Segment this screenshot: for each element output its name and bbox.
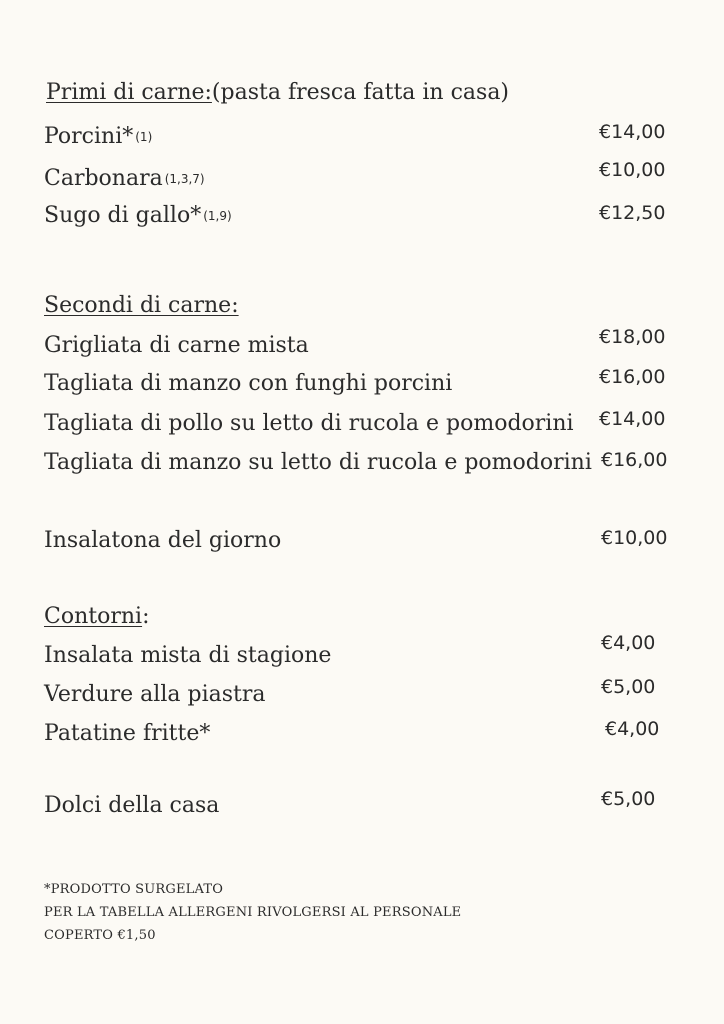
menu-item-price: €16,00 [599,366,666,388]
menu-item-price: €5,00 [601,788,656,810]
secondi-heading [44,295,239,317]
menu-item-name: Tagliata di manzo con funghi porcini [44,371,453,396]
menu-item-price: €10,00 [599,159,666,181]
menu-item-name: Insalatona del giorno [44,528,282,553]
primi-heading [46,82,509,104]
menu-item-insalata-mista [44,645,331,667]
menu-item-allergens: (1,3,7) [164,172,205,186]
menu-item-price: €14,00 [599,121,666,143]
menu-item-carbonara [44,168,205,190]
secondi-heading-title: Secondi di carne: [44,293,239,318]
menu-item-porcini [44,126,152,148]
menu-item-name: Verdure alla piastra [44,682,266,707]
menu-item-price: €5,00 [601,676,656,698]
footer-cover-charge: COPERTO €1,50 [44,928,156,943]
footer-allergen-note: PER LA TABELLA ALLERGENI RIVOLGERSI AL PERSONALE [44,905,462,920]
primi-heading-note: (pasta fresca fatta in casa) [211,80,510,105]
contorni-heading-title: Contorni [44,604,143,629]
menu-item-price: €14,00 [599,408,666,430]
menu-item-verdure [44,684,265,706]
menu-item-patatine [44,723,210,745]
menu-item-name: Sugo di gallo* [44,203,202,228]
menu-item-price: €10,00 [601,527,668,549]
menu-item-name: Tagliata di pollo su letto di rucola e pomodorini [44,411,574,436]
menu-item-name: Patatine fritte* [44,721,211,746]
primi-heading-title: Primi di carne: [46,80,212,105]
menu-item-name: Insalata mista di stagione [44,643,332,668]
menu-item-sugo-di-gallo [44,205,232,227]
menu-item-allergens: (1,9) [203,209,232,223]
menu-item-tagliata-manzo-rucola [44,452,592,474]
menu-item-name: Dolci della casa [44,793,220,818]
menu-item-price: €12,50 [599,202,666,224]
menu-item-name: Grigliata di carne mista [44,333,309,358]
menu-item-grigliata [44,335,309,357]
contorni-heading [44,606,149,628]
menu-item-dolci [44,795,219,817]
menu-item-price: €16,00 [601,449,668,471]
menu-item-insalatona [44,530,281,552]
menu-item-tagliata-pollo [44,413,574,435]
menu-item-name: Tagliata di manzo su letto di rucola e pomodorini [44,450,592,475]
menu-item-price: €4,00 [605,718,660,740]
menu-item-price: €4,00 [601,632,656,654]
menu-item-allergens: (1) [135,130,153,144]
menu-item-price: €18,00 [599,326,666,348]
footer-frozen-note: *PRODOTTO SURGELATO [44,882,224,897]
menu-item-tagliata-manzo-porcini [44,373,452,395]
menu-item-name: Carbonara [44,166,163,191]
menu-item-name: Porcini* [44,124,134,149]
contorni-heading-colon: : [142,604,150,629]
